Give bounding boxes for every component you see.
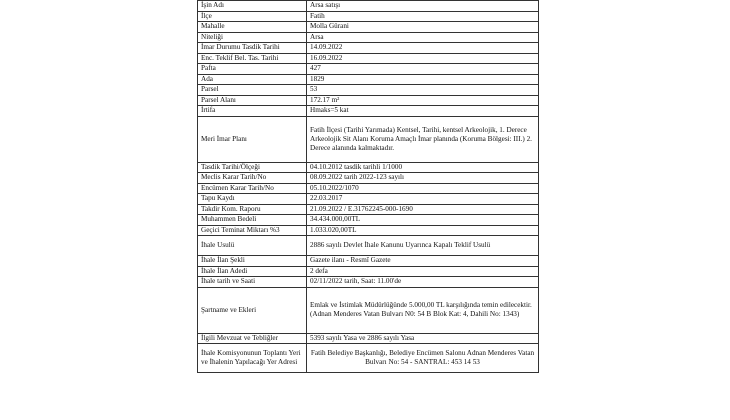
table-row (198, 32, 539, 43)
table-row (198, 344, 539, 373)
row-value: Hmaks=5 kat (307, 106, 539, 117)
table-row (198, 287, 539, 333)
row-value: 2 defa (307, 266, 539, 277)
row-label: İrtifa (198, 106, 307, 117)
row-value: Arsa (307, 32, 539, 43)
row-value: Gazete ilanı - Resmî Gazete (307, 256, 539, 267)
table-row (198, 22, 539, 33)
row-value: 14.09.2022 (307, 43, 539, 54)
row-label: İhale İlan Adedi (198, 266, 307, 277)
row-label: Tasdik Tarihi/Ölçeği (198, 162, 307, 173)
table-row (198, 215, 539, 226)
table-row (198, 194, 539, 205)
row-label: Muhammen Bedeli (198, 215, 307, 226)
table-row (198, 236, 539, 256)
row-value: Fatih Belediye Başkanlığı, Belediye Encümen Salonu Adnan Menderes Vatan Bulvarı No: 54 - SANTRAL: 453 14 53 (307, 344, 539, 373)
row-label: Enc. Teklif Bel. Tas. Tarihi (198, 53, 307, 64)
table-row (198, 43, 539, 54)
row-value: 2886 sayılı Devlet İhale Kanunu Uyarınca Kapalı Teklif Usulü (307, 236, 539, 256)
table-row (198, 277, 539, 288)
row-label: Şartname ve Ekleri (198, 287, 307, 333)
row-label: Meri İmar Planı (198, 116, 307, 162)
row-label: İhale tarih ve Saati (198, 277, 307, 288)
row-value: 04.10.2012 tasdik tarihli 1/1000 (307, 162, 539, 173)
row-label: Tapu Kaydı (198, 194, 307, 205)
row-value: 22.03.2017 (307, 194, 539, 205)
row-value: 21.09.2022 / E.31762245-000-1690 (307, 204, 539, 215)
row-value: Molla Gürani (307, 22, 539, 33)
row-label: Takdir Kom. Raporu (198, 204, 307, 215)
row-value: Fatih İlçesi (Tarihi Yarımada) Kentsel, Tarihi, kentsel Arkeolojik, 1. Derece Arkeolojik Sit Alanı Koruma Amaçlı İmar planında (Koruma Bölgesi: III.) 2. Derece alanında kalmaktadır. (307, 116, 539, 162)
table-row (198, 95, 539, 106)
row-label: Geçici Teminat Miktarı %3 (198, 225, 307, 236)
row-label: İhale Usulü (198, 236, 307, 256)
row-value: Arsa satışı (307, 1, 539, 12)
row-value: 1829 (307, 74, 539, 85)
row-label: Pafta (198, 64, 307, 75)
row-label: İmar Durumu Tasdik Tarihi (198, 43, 307, 54)
table-row (198, 173, 539, 184)
table-row (198, 204, 539, 215)
row-value: Emlak ve İstimlak Müdürlüğünde 5.000,00 TL karşılığında temin edilecektir. (Adnan Menderes Vatan Bulvarı N0: 54 B Blok Kat: 4, Dahili No: 1343) (307, 287, 539, 333)
row-value: Fatih (307, 11, 539, 22)
row-value: 02/11/2022 tarih, Saat: 11.00'de (307, 277, 539, 288)
auction-info-table (197, 0, 539, 373)
row-value: 53 (307, 85, 539, 96)
row-label: Ada (198, 74, 307, 85)
row-label: Parsel Alanı (198, 95, 307, 106)
row-label: Mahalle (198, 22, 307, 33)
table-row (198, 64, 539, 75)
row-label: Niteliği (198, 32, 307, 43)
table-row (198, 266, 539, 277)
table-row (198, 11, 539, 22)
row-label: İşin Adı (198, 1, 307, 12)
row-value: 16.09.2022 (307, 53, 539, 64)
row-value: 1.033.020,00TL (307, 225, 539, 236)
row-label: Parsel (198, 85, 307, 96)
row-value: 172.17 m² (307, 95, 539, 106)
row-label: İlçe (198, 11, 307, 22)
table-row (198, 1, 539, 12)
table-row (198, 333, 539, 344)
table-row (198, 74, 539, 85)
table-row (198, 53, 539, 64)
row-label: İhale İlan Şekli (198, 256, 307, 267)
table-row (198, 106, 539, 117)
row-label: Meclis Karar Tarih/No (198, 173, 307, 184)
row-value: 5393 sayılı Yasa ve 2886 sayılı Yasa (307, 333, 539, 344)
table-row (198, 85, 539, 96)
row-value: 08.09.2022 tarih 2022-123 sayılı (307, 173, 539, 184)
table-row (198, 256, 539, 267)
table-row (198, 183, 539, 194)
row-value: 34.434.000,00TL (307, 215, 539, 226)
row-value: 427 (307, 64, 539, 75)
table-row (198, 225, 539, 236)
row-value: 05.10.2022/1070 (307, 183, 539, 194)
row-label: İlgili Mevzuat ve Tebliğler (198, 333, 307, 344)
row-label: İhale Komisyonunun Toplantı Yeri ve İhalenin Yapılacağı Yer Adresi (198, 344, 307, 373)
row-label: Encümen Karar Tarih/No (198, 183, 307, 194)
table-row (198, 116, 539, 162)
table-row (198, 162, 539, 173)
